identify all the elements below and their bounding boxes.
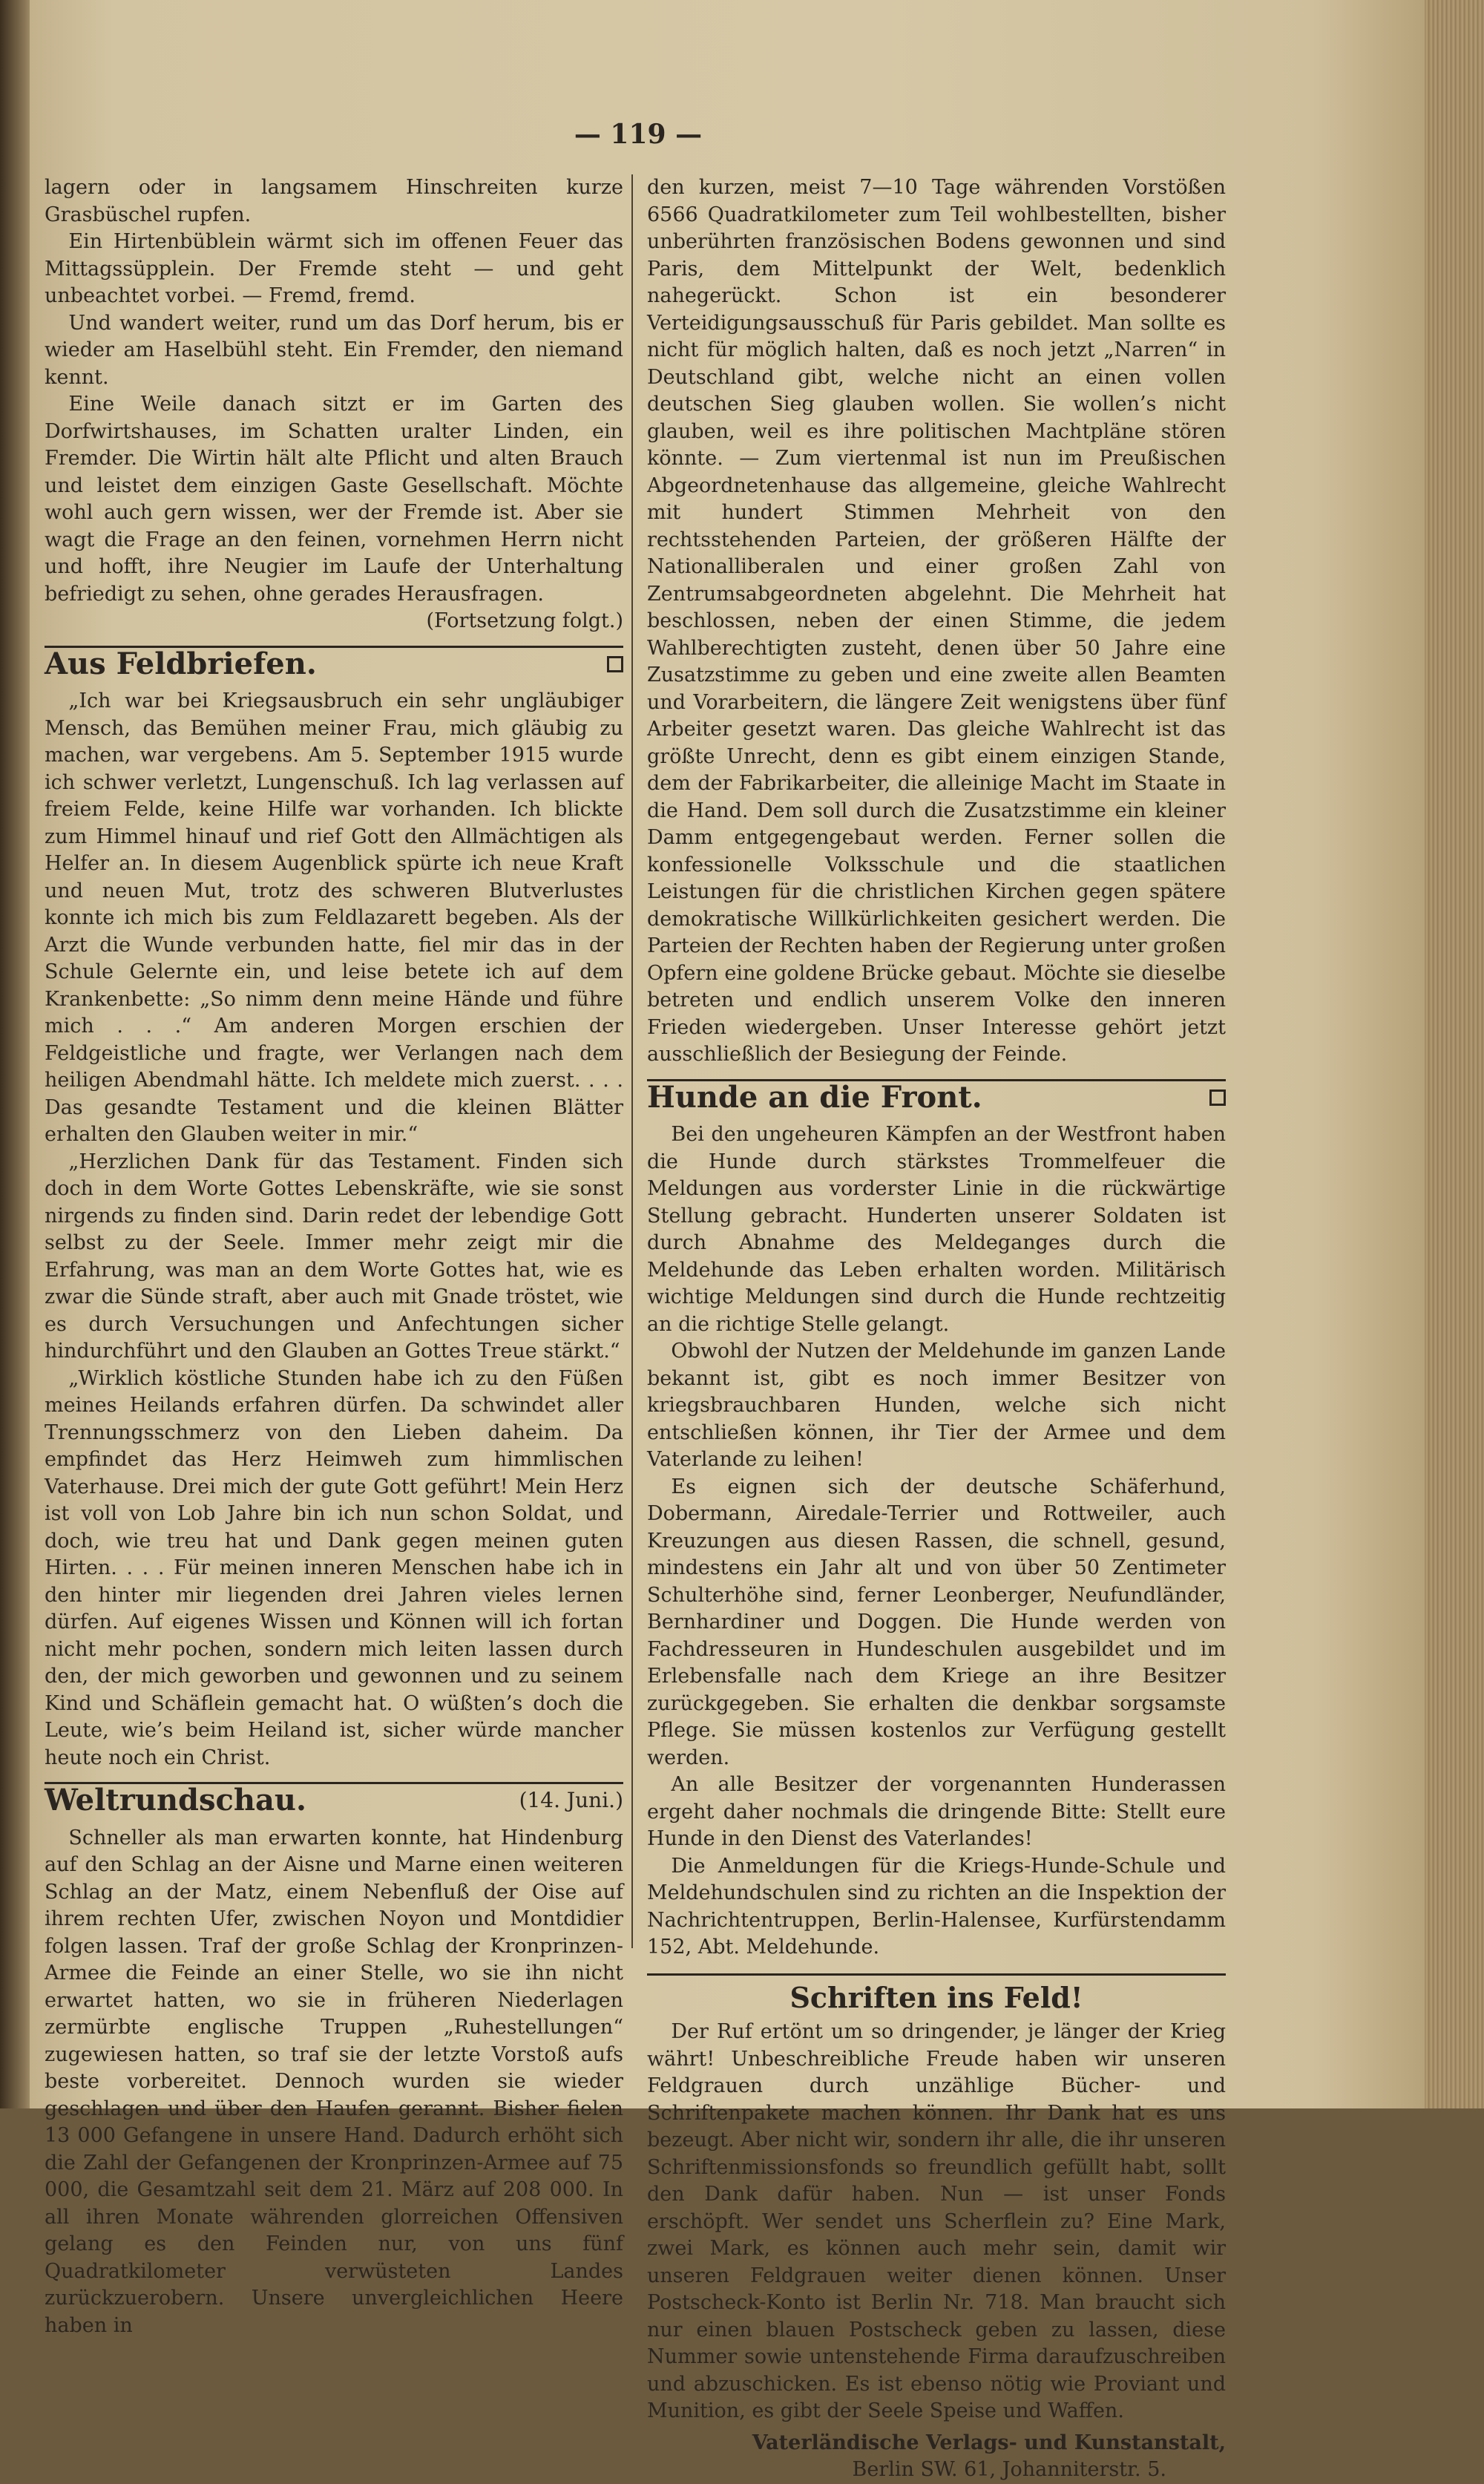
feldbriefe-heading xyxy=(45,646,623,681)
schriften-title: Schriften ins Feld! xyxy=(789,1980,1083,2014)
feldbriefe-paragraph: „Ich war bei Kriegsausbruch ein sehr ungläubiger Mensch, das Bemühen meiner Frau, mich gläubig zu machen, war vergebens. Am 5. September 1915 wurde ich schwer verletzt, Lungenschuß. Ich lag verlassen auf freiem Felde, keine Hilfe war vorhanden. Ich blickte zum Himmel hinauf und rief Gott den Allmächtigen als Helfer an. In diesem Augenblick spürte ich neue Kraft und neuen Mut, trotz des schweren Blutverlustes konnte ich mich bis zum Feldlazarett begeben. Als der Arzt die Wunde verbunden hatte, fiel mir das in der Schule Gelernte ein, und leise betete ich auf dem Krankenbette: „So nimm denn meine Hände und führe mich . . .“ Am anderen Morgen erschien der Feldgeistliche und fragte, wer Verlangen nach dem heiligen Abendmahl hätte. Ich meldete mich zuerst. . . . Das gesandte Testament und die kleinen Blätter erhalten den Glauben weiter in mir.“ xyxy=(45,689,623,1146)
continued-note: (Fortsetzung folgt.) xyxy=(426,609,623,632)
weltrundschau-continued: den kurzen, meist 7—10 Tage währenden Vorstößen 6566 Quadratkilometer zum Teil wohlbestellten, bisher unberührten französischen Bodens gewonnen und sind Paris, dem Mittelpunkt der Welt, bedenklich nahegerückt. Schon ist ein besonderer Verteidigungsausschuß für Paris gebildet. Man sollte es nicht für möglich halten, daß es noch jetzt „Narren“ in Deutschland gibt, welche nicht an einen vollen deutschen Sieg glauben wollen. Sie wollen’s nicht glauben, weil es ihre politischen Machtpläne stören könnte. — Zum viertenmal ist nun im Preußischen Abgeordnetenhause das allgemeine, gleiche Wahlrecht mit hundert Stimmen Mehrheit von den rechtsstehenden Parteien, der größeren Hälfte der Nationalliberalen und einer großen Zahl von Zentrumsabgeordneten abgelehnt. Die Mehrheit hat beschlossen, neben der einen Stimme, die jedem Wahlberechtigten zusteht, denen über 50 Jahre eine Zusatzstimme zu geben und eine zweite allen Beamten und Vorarbeitern, die längere Zeit wenigstens über fünf Arbeiter gesetzt waren. Das gleiche Wahlrecht ist das größte Unrecht, denn es gibt einem einzigen Stande, dem der Fabrikarbeiter, die alleinige Macht im Staate in die Hand. Dem soll durch die Zusatzstimme ein kleiner Damm entgegengebaut werden. Ferner sollen die konfessionelle Volksschule und die staatlichen Leistungen für die christlichen Kirchen gegen spätere demokratische Willkürlichkeiten gesichert werden. Die Parteien der Rechten haben der Regierung unter großen Opfern eine goldene Brücke gebaut. Möchte sie dieselbe betreten und endlich unserem Volke den inneren Frieden wiedergeben. Unser Interesse gehört jetzt ausschließlich der Besiegung der Feinde. xyxy=(647,176,1226,1066)
hunde-paragraph: Obwohl der Nutzen der Meldehunde im ganzen Lande bekannt ist, gibt es noch immer Besitzer von kriegsbrauchbaren Hunden, welche sich nicht entschließen können, ihr Tier der Armee und dem Vaterlande zu leihen! xyxy=(647,1340,1226,1471)
hunde-title: Hunde an die Front. xyxy=(647,1079,982,1115)
publisher-address: Berlin SW. 61, Johanniterstr. 5. xyxy=(852,2458,1166,2481)
publisher-signature: Vaterländische Verlags- und Kunstanstalt, xyxy=(752,2431,1226,2454)
weltrundschau-date: (14. Juni.) xyxy=(519,1788,623,1812)
feldbriefe-title: Aus Feldbriefen. xyxy=(45,646,317,681)
square-ornament-icon xyxy=(607,656,623,672)
story-paragraph: Ein Hirtenbüblein wärmt sich im offenen Feuer das Mittagssüpplein. Der Fremde steht — und geht unbeachtet vorbei. — Fremd, fremd. xyxy=(45,230,623,307)
hunde-paragraph: An alle Besitzer der vorgenannten Hunderassen ergeht daher nochmals die dringende Bitte: Stellt eure Hunde in den Dienst des Vaterlandes! xyxy=(647,1773,1226,1850)
column-divider xyxy=(631,174,633,1948)
left-column xyxy=(45,174,623,2337)
page-edges xyxy=(1425,0,1484,2108)
hunde-paragraph: Bei den ungeheuren Kämpfen an der Westfront haben die Hunde durch stärkstes Trommelfeuer die Meldungen aus vorderster Linie in die rückwärtige Stellung gebracht. Hunderten unserer Soldaten ist durch Abnahme des Meldeganges durch die Meldehunde das Leben erhalten worden. Militärisch wichtige Meldungen sind durch die Hunde rechtzeitig an die richtige Stelle gelangt. xyxy=(647,1123,1226,1336)
schriften-paragraph: Der Ruf ertönt um so dringender, je länger der Krieg währt! Unbeschreibliche Freude haben wir unseren Feldgrauen durch unzählige Bücher- und Schriftenpakete machen können. Ihr Dank hat es uns bezeugt. Aber nicht wir, sondern ihr alle, die ihr unseren Schriftenmissionsfonds so freundlich gefüllt habt, sollt den Dank dafür haben. Nun — ist unser Fonds erschöpft. Wer sendet uns Scherflein zu? Eine Mark, zwei Mark, es können auch mehr sein, damit wir unseren Feldgrauen weiter dienen können. Unser Postscheck-Konto ist Berlin Nr. 718. Man braucht sich nur einen blauen Postscheck geben zu lassen, diese Nummer sowie untenstehende Firma daraufzuschreiben und abzuschicken. Es ist ebenso nötig wie Proviant und Munition, es gibt der Seele Speise und Waffen. xyxy=(647,2020,1226,2422)
schriften-heading xyxy=(647,1973,1226,2012)
square-ornament-icon xyxy=(1209,1089,1226,1106)
story-paragraph: Eine Weile danach sitzt er im Garten des Dorfwirtshauses, im Schatten uralter Linden, ein Fremder. Die Wirtin hält alte Pflicht und alten Brauch und leistet dem einzigen Gaste Gesellschaft. Möchte wohl auch gern wissen, wer der Fremde ist. Aber sie wagt die Frage an den feinen, vornehmen Herrn nicht und hofft, ihre Neugier im Laufe der Unterhaltung befriedigt zu sehen, ohne gerades Herausfragen. xyxy=(45,393,623,606)
story-paragraph: Und wandert weiter, rund um das Dorf herum, bis er wieder am Haselbühl steht. Ein Fremder, den niemand kennt. xyxy=(45,311,623,389)
hunde-paragraph: Es eignen sich der deutsche Schäferhund, Dobermann, Airedale-Terrier und Rottweiler, auch Kreuzungen aus diesen Rassen, die schnell, gesund, mindestens ein Jahr alt und von über 50 Zentimeter Schulterhöhe sind, ferner Leonberger, Neufundländer, Bernhardiner und Doggen. Die Hunde werden von Fachdresseuren in Hundeschulen ausgebildet und im Erlebensfalle nach dem Kriege an ihre Besitzer zurückgegeben. Sie erhalten die denkbar sorgsamste Pflege. Sie müssen kostenlos zur Verfügung gestellt werden. xyxy=(647,1475,1226,1769)
story-paragraph: lagern oder in langsamem Hinschreiten kurze Grasbüschel rupfen. xyxy=(45,176,623,226)
right-column xyxy=(647,174,1226,2481)
hunde-paragraph: Die Anmeldungen für die Kriegs-Hunde-Schule und Meldehundschulen sind zu richten an die Inspektion der Nachrichtentruppen, Berlin-Halensee, Kurfürstendamm 152, Abt. Meldehunde. xyxy=(647,1854,1226,1959)
feldbriefe-paragraph: „Wirklich köstliche Stunden habe ich zu den Füßen meines Heilands erfahren dürfen. Da schwindet aller Trennungsschmerz von den Lieben daheim. Da empfindet das Herz Heimweh zum himmlischen Vaterhause. Drei mich der gute Gott geführt! Mein Herz ist voll von Lob Jahre bin ich nun schon Soldat, und doch, wie treu hat und Dank gegen meinen guten Hirten. . . . Für meinen inneren Menschen habe ich in den hinter mir liegenden drei Jahren vieles lernen dürfen. Auf eigenes Wissen und Können will ich fortan nicht mehr pochen, sondern mich leiten lassen durch den, der mich geworben und gewonnen und zu seinem Kind und Schäflein gemacht hat. O wüßten’s doch die Leute, wie’s beim Heiland ist, sicher würde mancher heute noch ein Christ. xyxy=(45,1366,623,1769)
weltrundschau-title: Weltrundschau. xyxy=(45,1783,306,1818)
weltrundschau-heading xyxy=(45,1782,623,1818)
feldbriefe-paragraph: „Herzlichen Dank für das Testament. Finden sich doch in dem Worte Gottes Lebenskräfte, wie sie sonst nirgends zu finden sind. Darin redet der lebendige Gott selbst zu der Seele. Immer mehr zeigt mir die Erfahrung, was man an dem Worte Gottes hat, wie es zwar die Sünde straft, aber auch mit Gnade tröstet, wie es durch Versuchungen und Anfechtungen sicher hindurchführt und den Glauben an Gottes Treue stärkt.“ xyxy=(45,1150,623,1363)
page-number: — 119 — xyxy=(574,119,703,150)
hunde-heading xyxy=(647,1079,1226,1115)
weltrundschau-paragraph: Schneller als man erwarten konnte, hat Hindenburg auf den Schlag an der Aisne und Marne einen weiteren Schlag an der Matz, einem Nebenfluß der Oise auf ihrem rechten Ufer, zwischen Noyon und Montdidier folgen lassen. Traf der große Schlag der Kronprinzen-Armee die Feinde an einer Stelle, wo sie ihn nicht erwartet hatten, wo sie in früheren Niederlagen zermürbte englische Truppen „Ruhestellungen“ zugewiesen hatten, so traf sie der letzte Vorstoß aufs beste vorbereitet. Dennoch wurden sie wieder geschlagen und über den Haufen gerannt. Bisher fielen 13 000 Gefangene in unsere Hand. Dadurch erhöht sich die Zahl der Gefangenen der Kronprinzen-Armee auf 75 000, die Gesamtzahl seit dem 21. März auf 208 000. In all ihren Monate währenden glorreichen Offensiven gelang es den Feinden nur, von uns fünf Quadratkilometer verwüsteten Landes zurückzuerobern. Unsere unvergleichlichen Heere haben in xyxy=(45,1826,623,2337)
